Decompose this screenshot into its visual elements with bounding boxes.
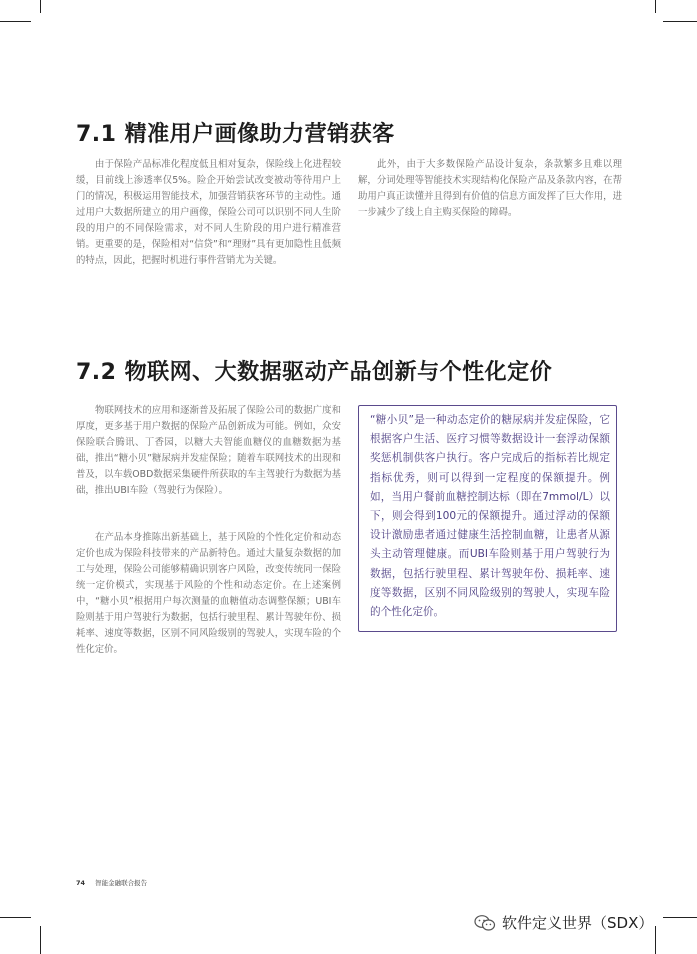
section-2-paragraph-2: 在产品本身推陈出新基础上，基于风险的个性化定价和动态定价也成为保险科技带来的产品新特色。通过大量复杂数据的加工与处理，保险公司能够精确识别客户风险，改变传统同一保险统一定价模式，实现基于风险的个性和动态定价。在上述案例中，“糖小贝”根据用户每次测量的血糖值动态调整保额；UBI车险则基于用户驾驶行为数据，包括行驶里程、累计驾驶年份、损耗率、速度等数据，区别不同风险级别的驾驶人，实现车险的个性化定价。 <box>76 532 341 655</box>
crop-mark <box>663 21 697 22</box>
section-heading-7-2: 7.2 物联网、大数据驱动产品创新与个性化定价 <box>76 360 553 385</box>
section-heading-7-1: 7.1 精准用户画像助力营销获客 <box>76 122 395 147</box>
crop-mark <box>40 0 41 13</box>
crop-mark <box>663 917 697 918</box>
page-number: 74 <box>76 879 86 887</box>
crop-mark <box>655 0 656 13</box>
wechat-icon <box>474 914 496 932</box>
crop-mark <box>40 926 41 954</box>
section-1-paragraph-left: 由于保险产品标准化程度低且相对复杂，保险线上化进程较缓，目前线上渗透率仅5%。险企开始尝试改变被动等待用户上门的情况，积极运用智能技术，加强营销获客环节的主动性。通过用户大数据所建立的用户画像，保险公司可以识别不同人生阶段的用户的不同保险需求，对不同人生阶段的用户进行精准营销。更重要的是，保险相对“信贷”和“理财”具有更加隐性且低频的特点，因此，把握时机进行事件营销尤为关键。 <box>76 159 341 266</box>
watermark <box>474 912 653 933</box>
section-1-paragraph-right: 此外，由于大多数保险产品设计复杂，条款繁多且难以理解，分词处理等智能技术实现结构化保险产品及条款内容，在帮助用户真正读懂并且得到有价值的信息方面发挥了巨大作用，进一步减少了线上自主购买保险的障碍。 <box>358 159 622 218</box>
report-name: 智能金融联合报告 <box>95 879 148 887</box>
crop-mark <box>655 926 656 954</box>
section-2-paragraph-1: 物联网技术的应用和逐渐普及拓展了保险公司的数据广度和厚度，更多基于用户数据的保险产品创新成为可能。例如，众安保险联合腾讯、丁香园，以糖大夫智能血糖仪的血糖数据为基础，推出“糖小贝”糖尿病并发症保险；随着车联网技术的出现和普及，以车载OBD数据采集硬件所获取的车主驾驶行为数据为基础，推出UBI车险（驾驶行为保险）。 <box>76 405 341 496</box>
page-footer <box>76 878 147 887</box>
crop-mark <box>0 21 31 22</box>
crop-mark <box>0 917 31 918</box>
callout-text: “糖小贝”是一种动态定价的糖尿病并发症保险，它根据客户生活、医疗习惯等数据设计一套浮动保额奖惩机制供客户执行。客户完成后的指标若比规定指标优秀，则可以得到一定程度的保额提升。例如，当用户餐前血糖控制达标（即在7mmol/L）以下，则会得到100元的保额提升。通过浮动的保额设计激励患者通过健康生活控制血糖，让患者从源头主动管理健康。而UBI车险则基于用户驾驶行为数据，包括行驶里程、累计驾驶年份、损耗率、速度等数据，区别不同风险级别的驾驶人，实现车险的个性化定价。 <box>370 414 610 619</box>
watermark-text: 软件定义世界（SDX） <box>502 914 654 932</box>
